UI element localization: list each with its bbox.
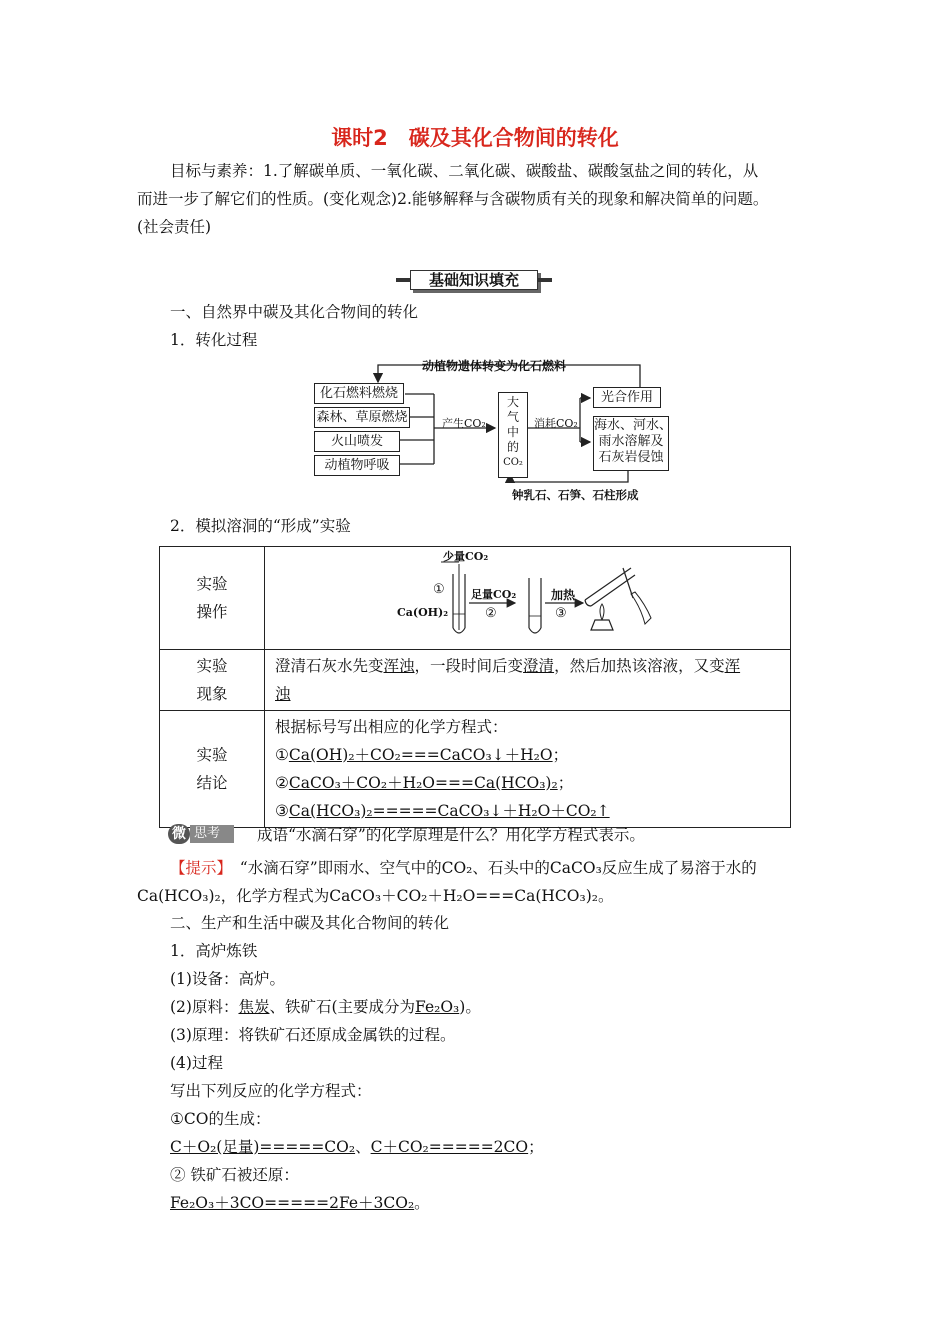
goals-line-2: 而进一步了解它们的性质。(变化观念)2.能够解释与含碳物质有关的现象和解决简单的问题。 — [137, 190, 769, 208]
part1-item1: 1．转化过程 — [170, 331, 258, 349]
part2-heading: 二、生产和生活中碳及其化合物间的转化 — [170, 914, 450, 932]
phenomenon-answer: 浑 — [724, 657, 741, 675]
table-row — [160, 711, 791, 828]
step-3-label: ③ — [555, 606, 567, 621]
text: ； — [528, 1138, 544, 1156]
equation-end: ； — [557, 774, 574, 792]
table-row — [160, 547, 791, 650]
conclusion-cell — [265, 711, 791, 828]
hint-text: “水滴石穿”即雨水、空气中的CO₂、石头中的CaCO₃反应生成了易溶于水的 — [224, 859, 757, 877]
text: 、 — [355, 1138, 371, 1156]
text: 、铁矿石(主要成分为 — [269, 998, 416, 1016]
few-co2-label: 少量CO₂ — [443, 550, 489, 563]
sink-water-line-1: 海水、河水、 — [594, 418, 673, 433]
row-label-operation — [160, 547, 265, 650]
apparatus-cell — [265, 547, 791, 650]
sink-water-line-2: 雨水溶解及 — [598, 434, 664, 449]
equation-2 — [275, 769, 780, 797]
answer: C＋O₂(足量)=====CO₂ — [170, 1138, 356, 1156]
phenomenon-text: ，然后加热该溶液，又变 — [554, 657, 725, 675]
think-badge-label: 思考 — [190, 825, 234, 843]
part2-s2 — [170, 993, 481, 1021]
equation-answer: Ca(OH)₂＋CO₂===CaCO₃↓＋H₂O — [288, 746, 553, 764]
goals-line-3: (社会责任) — [137, 218, 212, 236]
top-arrow-label: 动植物遗体转变为化石燃料 — [422, 359, 567, 373]
conclusion-intro: 根据标号写出相应的化学方程式： — [275, 718, 508, 736]
part2-item1: 1．高炉炼铁 — [170, 942, 258, 960]
phenomenon-answer: 澄清 — [523, 657, 555, 675]
equation-answer: CaCO₃＋CO₂＋H₂O===Ca(HCO₃)₂ — [288, 774, 558, 792]
answer: Fe₂O₃＋3CO=====2Fe＋3CO₂ — [170, 1194, 415, 1212]
part2-eq-line-2 — [170, 1189, 430, 1217]
experiment-table — [159, 546, 791, 828]
row-label-line: 操作 — [196, 603, 228, 621]
carbon-cycle-diagram — [310, 360, 680, 510]
source-box-4: 动植物呼吸 — [314, 455, 400, 476]
atmosphere-co2-box — [498, 392, 528, 478]
equation-1 — [275, 741, 780, 769]
source-box-2: 森林、草原燃烧 — [314, 407, 410, 428]
atmosphere-char-2: 气 — [506, 410, 519, 424]
sink-box-water — [593, 416, 673, 471]
phenomenon-answer: 浊 — [275, 685, 291, 703]
consume-co2-label: 消耗CO₂ — [534, 417, 578, 430]
think-badge-circle: 微 — [168, 824, 190, 844]
equation-answer: Ca(HCO₃)₂=====CaCO₃↓＋H₂O＋CO₂↑ — [288, 802, 610, 820]
answer: Fe₂O₃ — [415, 998, 460, 1016]
phenomenon-text: ，一段时间后变 — [414, 657, 524, 675]
atmosphere-char-1: 大 — [506, 395, 519, 409]
part2-s1: (1)设备：高炉。 — [170, 970, 285, 988]
equation-number: ③ — [275, 802, 289, 820]
row-label-line: 结论 — [196, 774, 228, 792]
banner-right-bar — [538, 278, 552, 282]
row-label-line: 实验 — [196, 575, 228, 593]
equation-number: ② — [275, 774, 289, 792]
hint-label: 【提示】 — [170, 859, 225, 877]
part2-s7: ② 铁矿石被还原： — [170, 1166, 299, 1184]
step-2-label: ② — [485, 606, 497, 621]
sink-box-photosynthesis: 光合作用 — [593, 387, 661, 408]
row-label-line: 实验 — [196, 746, 228, 764]
phenomenon-answer: 浑浊 — [383, 657, 415, 675]
think-badge — [168, 824, 234, 844]
part1-heading: 一、自然界中碳及其化合物间的转化 — [170, 303, 419, 321]
goals-line-1: 目标与素养：1.了解碳单质、一氧化碳、二氧化碳、碳酸盐、碳酸氢盐之间的转化，从 — [170, 162, 759, 180]
part2-eq-line — [170, 1133, 544, 1161]
row-label-conclusion — [160, 711, 265, 828]
page-title: 课时2 碳及其化合物间的转化 — [331, 126, 619, 150]
equation-number: ① — [275, 746, 289, 764]
sink-water-line-3: 石灰岩侵蚀 — [598, 450, 664, 465]
source-box-3: 火山喷发 — [314, 431, 400, 452]
table-row — [160, 650, 791, 711]
atmosphere-char-3: 中 — [506, 425, 519, 439]
atmosphere-char-4: 的 — [506, 440, 519, 454]
answer: 焦炭 — [238, 998, 270, 1016]
equation-end: ； — [552, 746, 569, 764]
text: 。 — [414, 1194, 430, 1212]
phenomenon-cell — [265, 650, 791, 711]
part2-s3: (3)原理：将铁矿石还原成金属铁的过程。 — [170, 1026, 456, 1044]
hint-line-1 — [170, 854, 757, 882]
section-banner — [396, 268, 552, 292]
banner-title: 基础知识填充 — [410, 270, 538, 290]
row-label-phenomenon — [160, 650, 265, 711]
text: )。 — [459, 998, 481, 1016]
text: (2)原料： — [170, 998, 239, 1016]
bottom-arrow-label: 钟乳石、石笋、石柱形成 — [512, 488, 639, 502]
reagent-label: Ca(OH)₂ — [397, 606, 449, 619]
step-1-label: ① — [433, 582, 445, 597]
part2-s6: ①CO的生成： — [170, 1110, 271, 1128]
think-question: 成语“水滴石穿”的化学原理是什么？用化学方程式表示。 — [257, 826, 645, 844]
part2-s5: 写出下列反应的化学方程式： — [170, 1082, 372, 1100]
answer: C＋CO₂=====2CO — [370, 1138, 529, 1156]
part2-s4: (4)过程 — [170, 1054, 223, 1072]
hint-line-2: Ca(HCO₃)₂，化学方程式为CaCO₃＋CO₂＋H₂O===Ca(HCO₃)₂。 — [137, 887, 614, 905]
source-box-1: 化石燃料燃烧 — [314, 383, 404, 404]
enough-co2-label: 足量CO₂ — [471, 588, 517, 601]
atmosphere-char-5: CO₂ — [503, 457, 523, 468]
row-label-line: 现象 — [196, 685, 228, 703]
produce-co2-label: 产生CO₂ — [442, 417, 486, 430]
apparatus-figure — [397, 548, 655, 648]
part1-item2: 2．模拟溶洞的“形成”实验 — [170, 517, 351, 535]
heat-label: 加热 — [551, 588, 576, 602]
phenomenon-text: 澄清石灰水先变 — [275, 657, 384, 675]
row-label-line: 实验 — [196, 657, 228, 675]
banner-left-bar — [396, 278, 410, 282]
